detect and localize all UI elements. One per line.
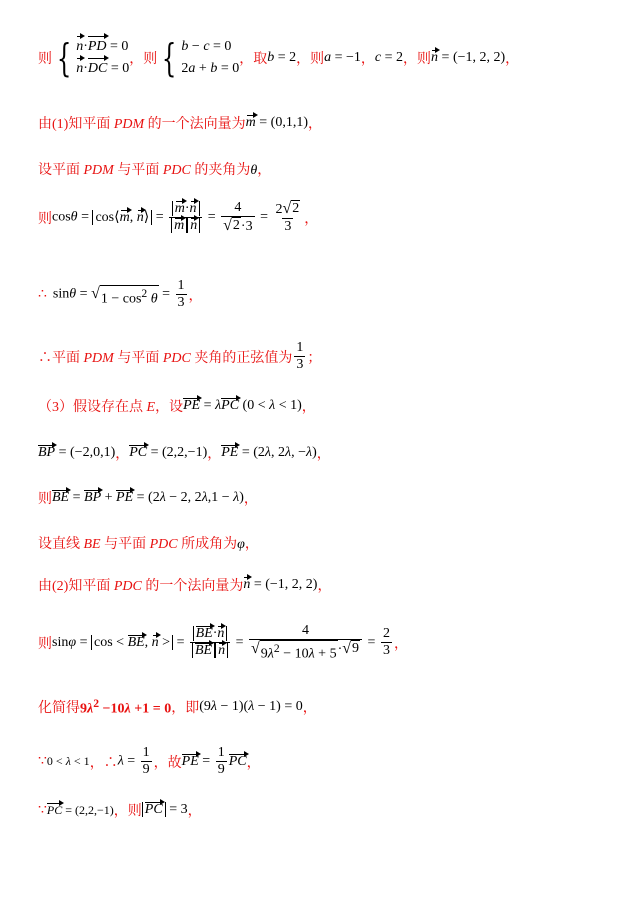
math: PC = 3 xyxy=(142,802,188,818)
text: ， xyxy=(301,400,316,415)
solution-line-14 xyxy=(38,745,261,778)
text: ，取 xyxy=(239,52,268,67)
solution-line-5 xyxy=(38,278,203,311)
math: $9\lambda^2 -10\lambda +1 = 0$ xyxy=(80,697,172,717)
solution-line-12 xyxy=(38,623,408,663)
text: ， xyxy=(243,492,258,507)
text: 化简得 xyxy=(38,701,80,717)
text: （3）假设存在点 E，设 xyxy=(38,400,184,415)
text: ， xyxy=(207,447,222,462)
math: PE = (2λ, 2λ, −λ) xyxy=(221,445,317,460)
solution-line-10 xyxy=(38,533,259,553)
math: a = −1 xyxy=(324,50,361,65)
solution-line-6 xyxy=(38,340,321,373)
math: 0 < λ < 1 xyxy=(46,754,90,768)
solution-line-2 xyxy=(38,113,322,133)
solution-line-1 xyxy=(38,36,519,80)
math: n = (−1, 2, 2) xyxy=(243,577,318,592)
text: ， xyxy=(505,52,520,67)
solution-line-3 xyxy=(38,159,271,179)
text: ， xyxy=(308,117,323,132)
text: ， xyxy=(188,288,203,304)
solution-line-4 xyxy=(38,200,318,235)
text: ， xyxy=(115,447,130,462)
math: BP = (−2,0,1) xyxy=(38,445,116,460)
math: PE = $\frac{1}{9}$ PC xyxy=(181,745,247,777)
text: 则 xyxy=(38,52,52,67)
math: PC = (2,2,−1) xyxy=(129,445,208,460)
solution-line-11 xyxy=(38,575,331,595)
text: 设直线 BE 与平面 PDC 所成角为φ， xyxy=(38,537,259,552)
text: 由(2)知平面 PDC 的一个法向量为 xyxy=(38,579,244,594)
text: ，则 xyxy=(113,804,142,819)
math: (9λ − 1)(λ − 1) = 0 xyxy=(199,699,303,715)
math: PE = λPC (0 < λ < 1) xyxy=(183,398,302,413)
math: sinφ = cos < BE, n > = $\frac{BE\cdot n}{\text{BE n}}$ = 4 √ $9\lambda^2 - 10\lambda + 5$ · √ 9 = $\frac{2}{3}$ xyxy=(52,623,390,662)
text: ∴ xyxy=(38,287,47,302)
math: c = 2 xyxy=(374,50,404,65)
solution-line-13 xyxy=(38,697,317,718)
equation-system-2: { b − c = 0 2a + b = 0 xyxy=(162,36,240,80)
math: cosθ = cos⟨m, n⟩ = $\frac{m\cdot n}{\text{m n}}$ = 4 √ 2 ·3 = 2 √ 2 3 xyxy=(52,200,300,234)
text: ，∴ xyxy=(89,755,118,771)
math: sinθ = √ $1 - \cos^2 \theta$ = $\frac{1}{3}$ xyxy=(52,278,185,310)
math: BE = BP + PE = (2λ − 2, 2λ,1 − λ) xyxy=(52,490,244,505)
text: ， xyxy=(393,636,408,652)
text: ， xyxy=(246,755,261,771)
text: ， xyxy=(187,804,202,819)
solution-line-15 xyxy=(38,800,202,820)
text: 则 xyxy=(38,492,52,507)
text: ，则 xyxy=(296,52,325,67)
math: b = 2 xyxy=(267,50,297,65)
math: PC = (2,2,−1) xyxy=(46,802,114,817)
text: 由(1)知平面 PDM 的一个法向量为 xyxy=(38,117,246,132)
math: λ = $\frac{1}{9}$ xyxy=(117,745,150,777)
solution-line-9 xyxy=(38,488,258,508)
text: ； xyxy=(307,350,322,366)
math: $\frac{1}{3}$ xyxy=(296,340,304,372)
text: 设平面 PDM 与平面 PDC 的夹角为θ， xyxy=(38,163,272,178)
text: ，则 xyxy=(403,52,432,67)
text: ∵ xyxy=(38,802,47,818)
text: ， xyxy=(317,579,332,594)
text: ， xyxy=(360,52,375,67)
solution-line-7 xyxy=(38,396,316,416)
text: ，即 xyxy=(171,701,200,717)
text: ∴平面 PDM 与平面 PDC 夹角的正弦值为 xyxy=(38,350,293,366)
text: ，则 xyxy=(129,52,158,67)
text: ，故 xyxy=(153,755,182,771)
text: 则 xyxy=(38,636,52,652)
text: ， xyxy=(316,447,331,462)
math: n = (−1, 2, 2) xyxy=(431,50,506,65)
equation-system-1: { n·PD = 0 n·DC = 0 xyxy=(56,36,130,80)
text: 则 xyxy=(38,211,52,227)
solution-line-8 xyxy=(38,443,331,463)
text: ， xyxy=(304,211,319,227)
math: m = (0,1,1) xyxy=(245,115,309,130)
text: ∵ xyxy=(38,754,47,769)
text: ， xyxy=(302,701,317,717)
